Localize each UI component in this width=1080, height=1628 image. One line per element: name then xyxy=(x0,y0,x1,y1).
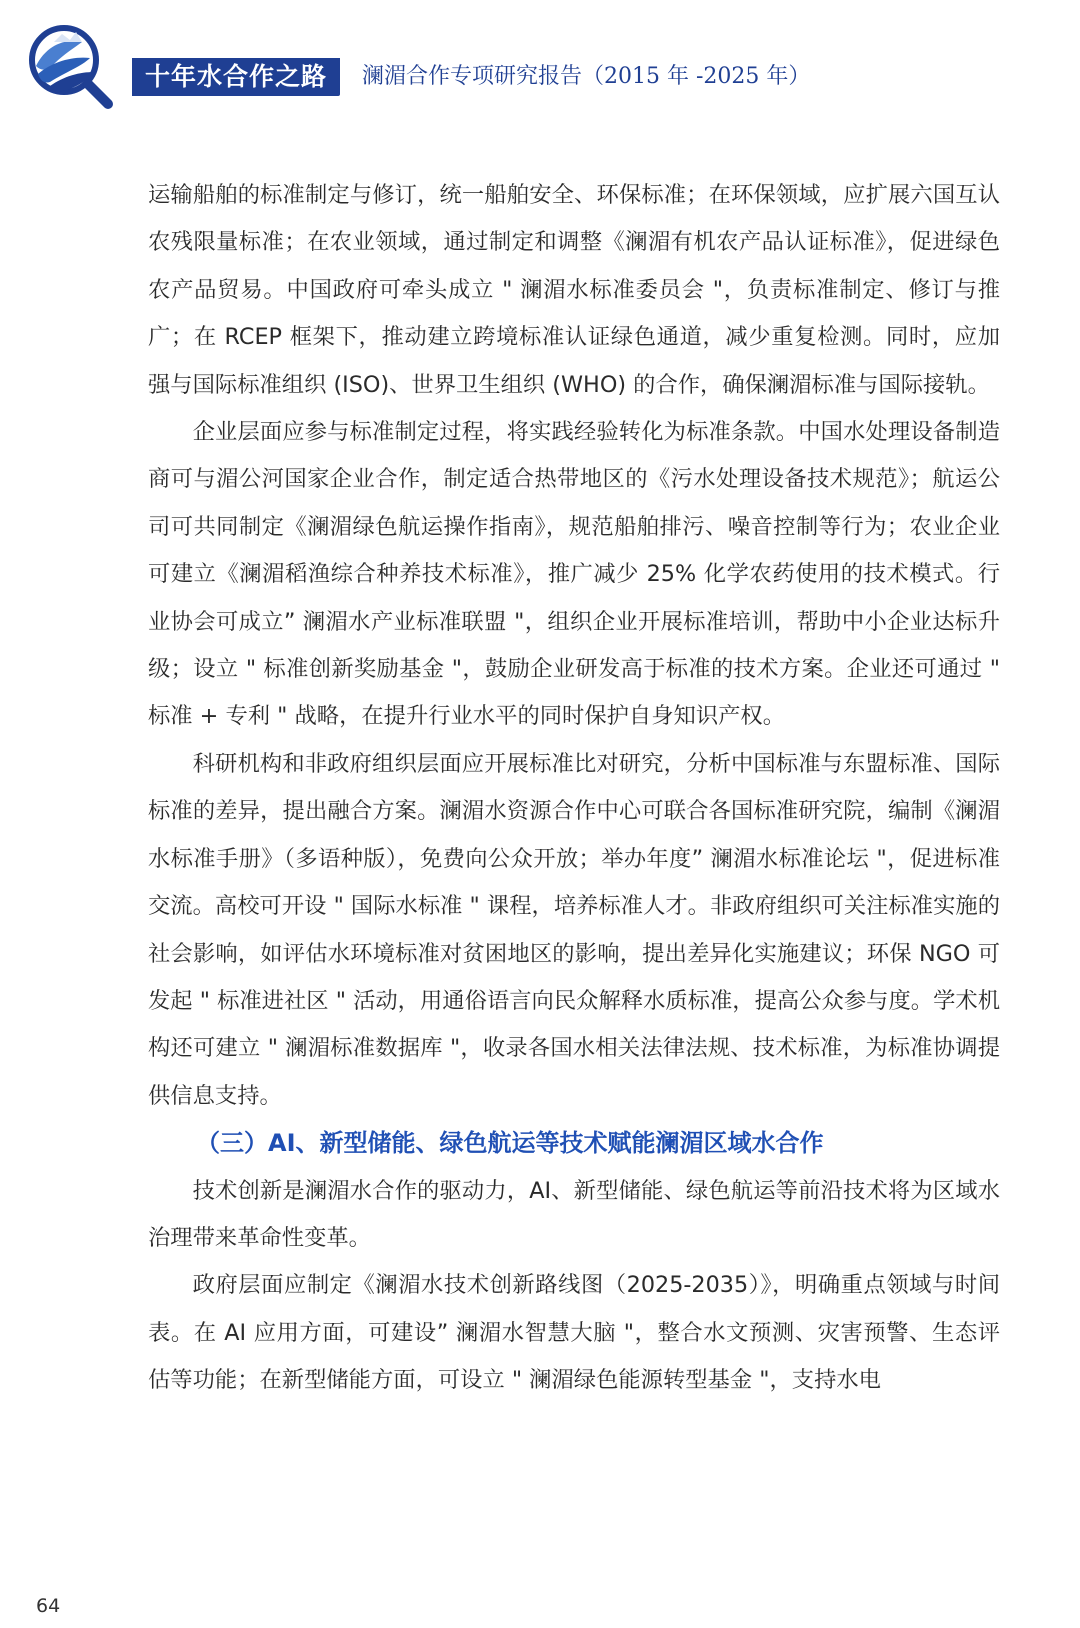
report-title: 澜湄合作专项研究报告（2015 年 -2025 年） xyxy=(362,64,811,89)
magnifier-globe-icon xyxy=(24,20,116,112)
paragraph-standards-continued: 运输船舶的标准制定与修订，统一船舶安全、环保标准；在环保领域，应扩展六国互认农残限量标准；在农业领域，通过制定和调整《澜湄有机农产品认证标准》，促进绿色农产品贸易。中国政府可牵头成立 " 澜湄水标准委员会 "，负责标准制定、修订与推广；在 RCEP 框架下，推动建立跨境标准认证绿色通道，减少重复检测。同时，应加强与国际标准组织 (ISO)、世界卫生组织 (WHO) 的合作，确保澜湄标准与国际接轨。 xyxy=(148,182,1000,398)
paragraph-technology-intro: 技术创新是澜湄水合作的驱动力，AI、新型储能、绿色航运等前沿技术将为区域水治理带来革命性变革。 xyxy=(148,1177,1000,1251)
paragraph-government-level: 政府层面应制定《澜湄水技术创新路线图（2025-2035）》，明确重点领域与时间表。在 AI 应用方面，可建设” 澜湄水智慧大脑 "，整合水文预测、灾害预警、生态评估等功能；在新型储能方面，可设立 " 澜湄绿色能源转型基金 "，支持水电 xyxy=(148,1272,1000,1394)
paragraph-enterprise-level: 企业层面应参与标准制定过程，将实践经验转化为标准条款。中国水处理设备制造商可与湄公河国家企业合作，制定适合热带地区的《污水处理设备技术规范》；航运公司可共同制定《澜湄绿色航运操作指南》，规范船舶排污、噪音控制等行为；农业企业可建立《澜湄稻渔综合种养技术标准》，推广减少 25% 化学农药使用的技术模式。行业协会可成立” 澜湄水产业标准联盟 "，组织企业开展标准培训，帮助中小企业达标升级；设立 " 标准创新奖励基金 "，鼓励企业研发高于标准的技术方案。企业还可通过 " 标准 + 专利 " 战略，在提升行业水平的同时保护自身知识产权。 xyxy=(148,419,1000,730)
page-number: 64 xyxy=(36,1595,61,1617)
page-header xyxy=(0,0,1080,120)
series-tag: 十年水合作之路 xyxy=(132,58,340,96)
paragraph-research-ngo-level: 科研机构和非政府组织层面应开展标准比对研究，分析中国标准与东盟标准、国际标准的差异，提出融合方案。澜湄水资源合作中心可联合各国标准研究院，编制《澜湄水标准手册》（多语种版），免费向公众开放；举办年度” 澜湄水标准论坛 "，促进标准交流。高校可开设 " 国际水标准 " 课程，培养标准人才。非政府组织可关注标准实施的社会影响，如评估水环境标准对贫困地区的影响，提出差异化实施建议；环保 NGO 可发起 " 标准进社区 " 活动，用通俗语言向民众解释水质标准，提高公众参与度。学术机构还可建立 " 澜湄标准数据库 "，收录各国水相关法律法规、技术标准，为标准协调提供信息支持。 xyxy=(148,750,1000,1109)
body-text xyxy=(148,172,1000,1405)
section-heading: （三）AI、新型储能、绿色航运等技术赋能澜湄区域水合作 xyxy=(196,1129,824,1158)
